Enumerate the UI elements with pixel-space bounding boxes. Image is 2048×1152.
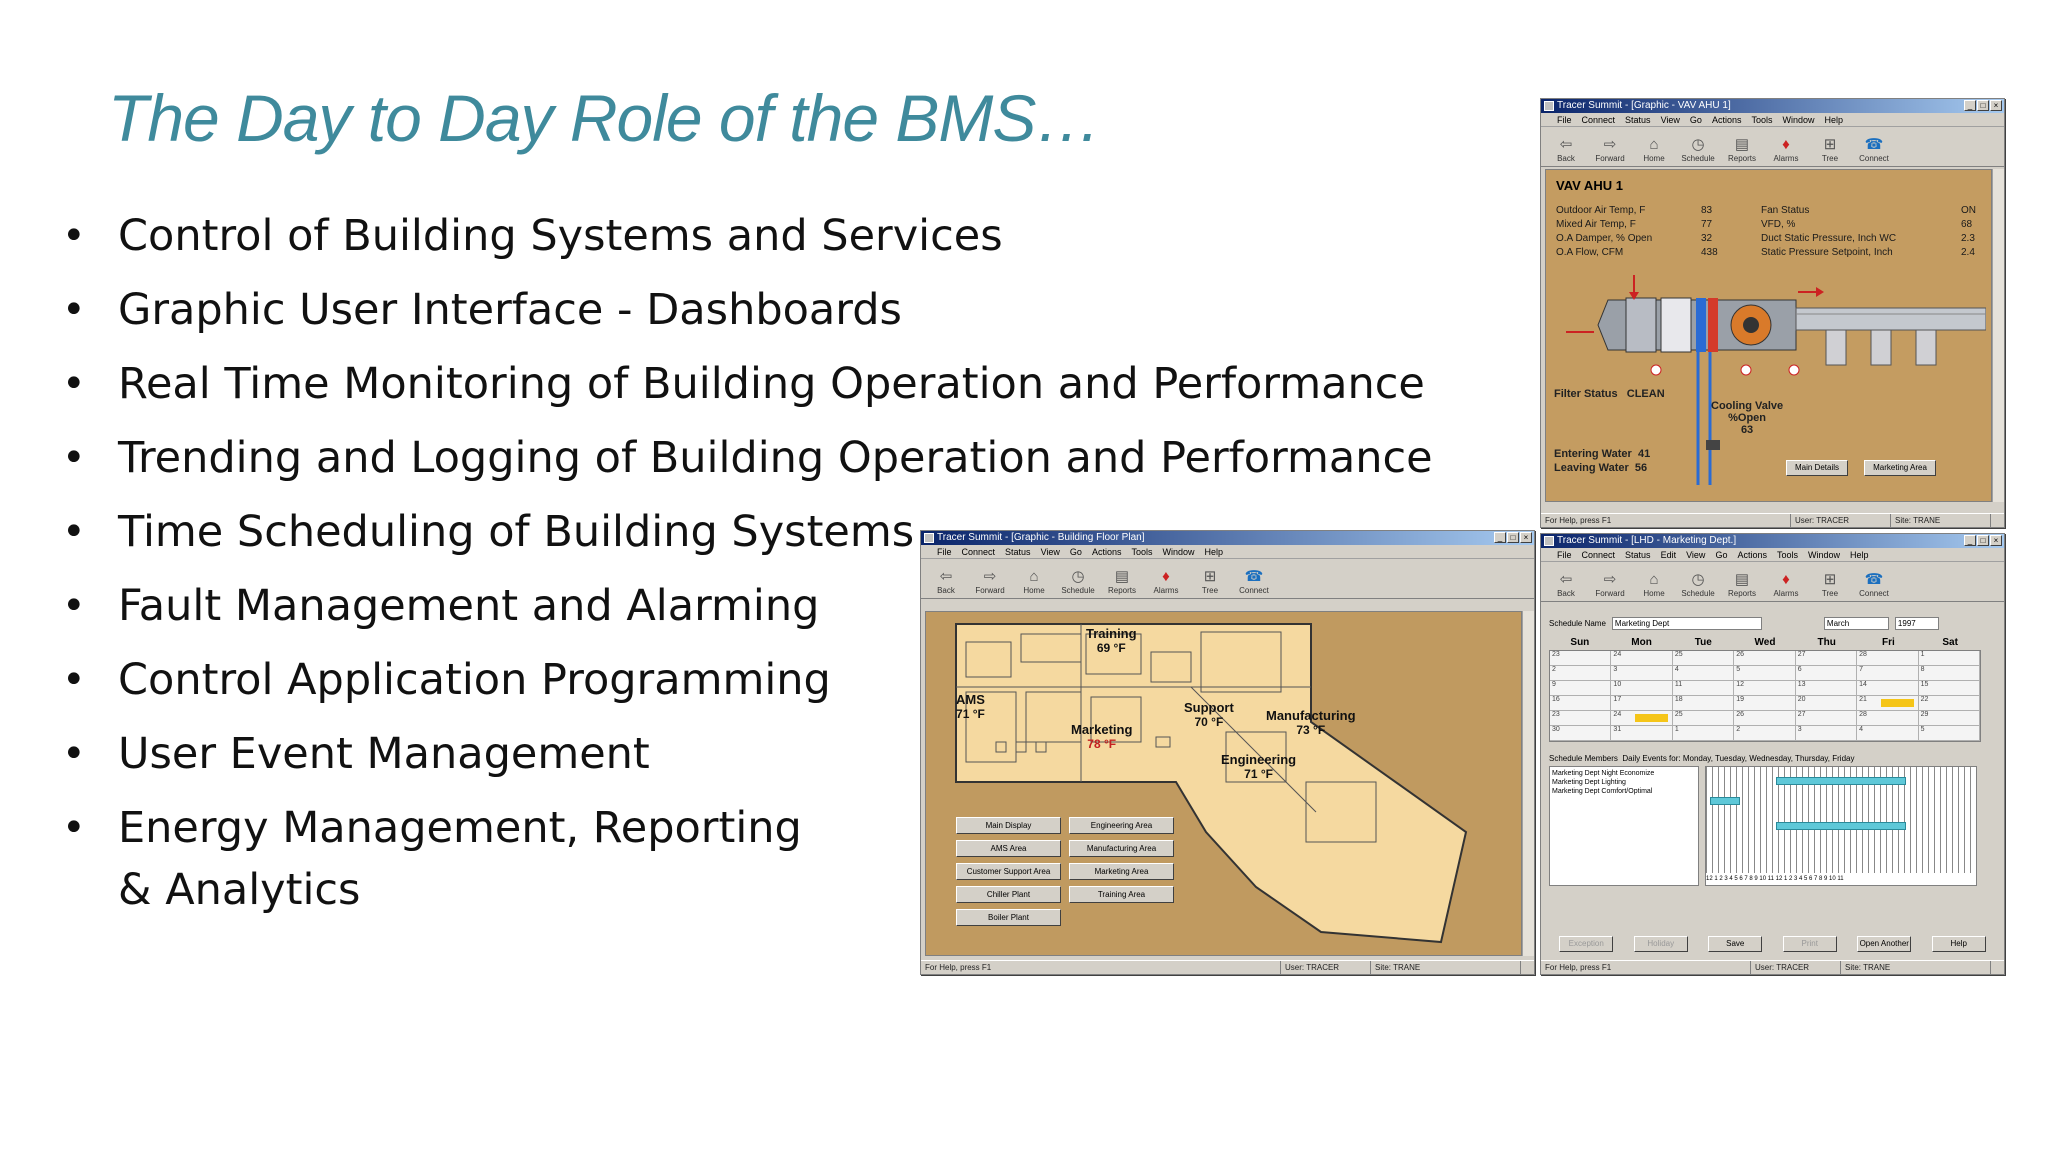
app-icon <box>1544 101 1554 111</box>
menu-item-actions[interactable]: Actions <box>1091 547 1122 557</box>
schedule-members-row: Schedule Members Daily Events for: Monday, Tuesday, Wednesday, Thursday, Friday <box>1549 754 1855 763</box>
calendar-day-cell[interactable]: 28 <box>1857 711 1918 726</box>
alarm-icon: ♦ <box>1782 136 1790 153</box>
floor-plan-canvas <box>925 611 1522 956</box>
calendar-day-cell[interactable]: 29 <box>1919 711 1980 726</box>
calendar-day-cell[interactable]: 10 <box>1611 681 1672 696</box>
list-item[interactable]: Marketing Dept Night Economize <box>1552 770 1655 777</box>
chiller-plant-button[interactable]: Chiller Plant <box>956 886 1061 903</box>
connect-icon: ☎ <box>1244 568 1264 585</box>
window-title: Tracer Summit - [LHD - Marketing Dept.] <box>1557 535 1737 546</box>
connect-button[interactable]: ☎ Connect <box>1859 136 1889 163</box>
menu-item-view[interactable]: View <box>1040 547 1060 557</box>
day-header: Sun <box>1570 637 1590 648</box>
area-label-ams: AMS 71 °F <box>956 692 985 721</box>
area-label-manufacturing: Manufacturing 73 °F <box>1266 708 1356 737</box>
menu-item-help[interactable]: Help <box>1204 547 1223 557</box>
maximize-button[interactable]: □ <box>1507 532 1519 543</box>
floor-toolbar <box>921 559 1534 599</box>
customer-support-area-button[interactable]: Customer Support Area <box>956 863 1061 880</box>
calendar-day-cell[interactable]: 1 <box>1919 651 1980 666</box>
alarms-button[interactable]: ♦ Alarms <box>1773 136 1799 163</box>
menu-item-tools[interactable]: Tools <box>1751 115 1773 125</box>
status-bar: For Help, press F1 User: TRACER Site: TRANE <box>1541 513 2004 527</box>
print-button[interactable]: Print <box>1783 936 1837 952</box>
schedule-window[interactable] <box>1540 533 2005 975</box>
calendar-day-cell[interactable]: 19 <box>1734 696 1795 711</box>
main-display-button[interactable]: Main Display <box>956 817 1061 834</box>
schedule-button[interactable]: ◷ Schedule <box>1681 571 1715 598</box>
day-header: Mon <box>1631 637 1652 648</box>
calendar-day-cell[interactable]: 21 <box>1857 696 1918 711</box>
alarms-button[interactable]: ♦ Alarms <box>1773 571 1799 598</box>
calendar-day-cell[interactable]: 4 <box>1673 666 1734 681</box>
filter-status-label: Filter Status CLEAN <box>1554 388 1665 400</box>
menu-item-status[interactable]: Status <box>1625 550 1651 560</box>
menu-item-view[interactable]: View <box>1686 550 1706 560</box>
floor-plan-window[interactable] <box>920 530 1535 975</box>
help-button[interactable]: Help <box>1932 936 1986 952</box>
event-bar[interactable] <box>1776 822 1906 830</box>
vertical-scrollbar[interactable] <box>1992 169 2004 502</box>
calendar-day-cell[interactable]: 24 <box>1611 651 1672 666</box>
close-button[interactable]: × <box>1990 100 2002 111</box>
calendar-day-cell[interactable]: 7 <box>1857 666 1918 681</box>
connect-icon: ☎ <box>1864 571 1884 588</box>
calendar-day-cell[interactable]: 12 <box>1734 681 1795 696</box>
area-label-engineering: Engineering 71 °F <box>1221 752 1297 781</box>
forward-button[interactable]: ⇨ Forward <box>975 568 1005 595</box>
calendar-day-cell[interactable]: 15 <box>1919 681 1980 696</box>
engineering-area-button[interactable]: Engineering Area <box>1069 817 1174 834</box>
schedule-menu-bar <box>1541 548 2004 562</box>
bullet-item: • Trending and Logging of Building Operation and Performance <box>62 433 1433 483</box>
menu-item-actions[interactable]: Actions <box>1737 550 1767 560</box>
connect-icon: ☎ <box>1864 136 1884 153</box>
close-button[interactable]: × <box>1990 535 2002 546</box>
close-button[interactable]: × <box>1520 532 1532 543</box>
status-bar: For Help, press F1 User: TRACER Site: TRANE <box>921 960 1534 974</box>
back-arrow-icon: ⇦ <box>1559 136 1573 153</box>
cooling-valve-label: Cooling Valve %Open 63 <box>1711 400 1784 436</box>
schedule-button[interactable]: ◷ Schedule <box>1681 136 1715 163</box>
menu-item-file[interactable]: File <box>937 547 952 557</box>
calendar-day-cell[interactable]: 13 <box>1796 681 1857 696</box>
bullet-item: • Time Scheduling of Building Systems <box>62 507 915 557</box>
schedule-name-label: Schedule Name <box>1549 618 1606 628</box>
marketing-area-button[interactable]: Marketing Area <box>1864 460 1936 476</box>
open-another-button[interactable]: Open Another <box>1857 936 1911 952</box>
calendar-day-cell[interactable]: 16 <box>1550 696 1611 711</box>
bullet-item: • Fault Management and Alarming <box>62 581 820 631</box>
tree-icon: ⊞ <box>1823 136 1837 153</box>
area-button-grid <box>956 817 1174 926</box>
forward-arrow-icon: ⇨ <box>1603 136 1617 153</box>
manufacturing-area-button[interactable]: Manufacturing Area <box>1069 840 1174 857</box>
ahu-toolbar <box>1541 127 2004 167</box>
back-arrow-icon: ⇦ <box>1559 571 1573 588</box>
alarm-icon: ♦ <box>1162 568 1170 585</box>
menu-item-window[interactable]: Window <box>1807 550 1840 560</box>
timeline-hour-ticks: 12 1 2 3 4 5 6 7 8 9 10 11 12 1 2 3 4 5 6 7 8 9 10 11 <box>1706 873 1976 885</box>
area-label-training: Training 69 °F <box>1086 626 1137 655</box>
menu-item-help[interactable]: Help <box>1824 115 1843 125</box>
menu-item-window[interactable]: Window <box>1162 547 1195 557</box>
entering-water-label: Entering Water 41 <box>1554 448 1651 460</box>
day-header: Tue <box>1694 637 1712 648</box>
menu-item-window[interactable]: Window <box>1782 115 1815 125</box>
calendar-day-cell[interactable]: 2 <box>1734 726 1795 741</box>
calendar-day-cell[interactable]: 1 <box>1673 726 1734 741</box>
menu-item-connect[interactable]: Connect <box>961 547 996 557</box>
reports-button[interactable]: ▤ Reports <box>1107 568 1136 595</box>
calendar-day-cell[interactable]: 9 <box>1550 681 1611 696</box>
tree-button[interactable]: ⊞ Tree <box>1821 571 1839 598</box>
clock-icon: ◷ <box>1691 136 1705 153</box>
floor-menu-bar <box>921 545 1534 559</box>
calendar-day-cell[interactable]: 3 <box>1796 726 1857 741</box>
minimize-button[interactable]: _ <box>1494 532 1506 543</box>
ams-area-button[interactable]: AMS Area <box>956 840 1061 857</box>
calendar-day-cell[interactable]: 8 <box>1919 666 1980 681</box>
holiday-button[interactable]: Holiday <box>1634 936 1688 952</box>
list-item[interactable]: Marketing Dept Comfort/Optimal <box>1552 788 1653 795</box>
calendar-day-cell[interactable]: 20 <box>1796 696 1857 711</box>
schedule-body <box>1545 614 2000 958</box>
calendar-day-cell[interactable]: 17 <box>1611 696 1672 711</box>
ahu-readings: Outdoor Air Temp, F 83 Fan Status ON Mixed Air Temp, F 77 VFD, % 68 O.A Damper, % Open 32 Duct Static Pressure, Inch WC 2.3 O.A Flow, CFM 438 Static Pressure Setpoint, Inch 2.4 <box>1556 205 1976 258</box>
daily-event-timeline[interactable] <box>1705 766 1977 886</box>
leaving-water-label: Leaving Water 56 <box>1554 462 1648 474</box>
calendar-day-cell[interactable]: 25 <box>1673 651 1734 666</box>
home-icon: ⌂ <box>1649 136 1659 153</box>
ahu-heading: VAV AHU 1 <box>1556 178 1623 193</box>
calendar-day-cell[interactable]: 18 <box>1673 696 1734 711</box>
calendar-day-cell[interactable]: 3 <box>1611 666 1672 681</box>
schedule-button-row <box>1549 936 1996 952</box>
list-item[interactable]: Marketing Dept Lighting <box>1552 779 1626 786</box>
minimize-button[interactable]: _ <box>1964 535 1976 546</box>
forward-arrow-icon: ⇨ <box>1603 571 1617 588</box>
calendar-day-cell[interactable]: 28 <box>1857 651 1918 666</box>
schedule-member-list[interactable] <box>1549 766 1699 886</box>
clock-icon: ◷ <box>1691 571 1705 588</box>
schedule-name-input[interactable]: Marketing Dept <box>1612 617 1762 630</box>
app-icon <box>1544 536 1554 546</box>
alarm-icon: ♦ <box>1782 571 1790 588</box>
calendar-day-cell[interactable]: 22 <box>1919 696 1980 711</box>
calendar-day-cell[interactable]: 26 <box>1734 711 1795 726</box>
bullet-item: • Real Time Monitoring of Building Operation and Performance <box>62 359 1425 409</box>
month-select[interactable]: March <box>1824 617 1889 630</box>
bullet-item: • User Event Management <box>62 729 650 779</box>
window-title: Tracer Summit - [Graphic - VAV AHU 1] <box>1557 100 1731 111</box>
calendar-grid <box>1549 650 1981 742</box>
home-button[interactable]: ⌂ Home <box>1023 568 1045 595</box>
menu-item-connect[interactable]: Connect <box>1581 115 1616 125</box>
connect-button[interactable]: ☎ Connect <box>1859 571 1889 598</box>
schedule-title-bar[interactable] <box>1541 534 2004 548</box>
menu-item-file[interactable]: File <box>1557 550 1572 560</box>
month-calendar <box>1549 636 1981 742</box>
tree-button[interactable]: ⊞ Tree <box>1821 136 1839 163</box>
clock-icon: ◷ <box>1071 568 1085 585</box>
alarms-button[interactable]: ♦ Alarms <box>1153 568 1179 595</box>
ahu-graphic-window[interactable] <box>1540 98 2005 528</box>
ahu-menu-bar <box>1541 113 2004 127</box>
menu-item-tools[interactable]: Tools <box>1776 550 1798 560</box>
calendar-day-cell[interactable]: 26 <box>1734 651 1795 666</box>
menu-item-status[interactable]: Status <box>1625 115 1651 125</box>
back-button[interactable]: ⇦ Back <box>1557 136 1575 163</box>
year-select[interactable]: 1997 <box>1895 617 1939 630</box>
bullet-item: • Energy Management, Reporting & Analytics <box>62 803 802 915</box>
bullet-item: • Control Application Programming <box>62 655 831 705</box>
menu-item-status[interactable]: Status <box>1005 547 1031 557</box>
calendar-day-cell[interactable]: 27 <box>1796 651 1857 666</box>
vertical-scrollbar[interactable] <box>1522 611 1534 956</box>
home-button[interactable]: ⌂ Home <box>1643 571 1665 598</box>
ahu-title-bar[interactable] <box>1541 99 2004 113</box>
calendar-day-cell[interactable]: 24 <box>1611 711 1672 726</box>
menu-item-actions[interactable]: Actions <box>1711 115 1742 125</box>
home-button[interactable]: ⌂ Home <box>1643 136 1665 163</box>
home-icon: ⌂ <box>1649 571 1659 588</box>
marketing-area-button[interactable]: Marketing Area <box>1069 863 1174 880</box>
tree-button[interactable]: ⊞ Tree <box>1201 568 1219 595</box>
status-bar: For Help, press F1 User: TRACER Site: TRANE <box>1541 960 2004 974</box>
day-header: Fri <box>1882 637 1895 648</box>
forward-button[interactable]: ⇨ Forward <box>1595 136 1625 163</box>
event-bar[interactable] <box>1710 797 1740 805</box>
forward-arrow-icon: ⇨ <box>983 568 997 585</box>
report-icon: ▤ <box>1114 568 1130 585</box>
calendar-day-cell[interactable]: 5 <box>1734 666 1795 681</box>
calendar-day-cell[interactable]: 4 <box>1857 726 1918 741</box>
tree-icon: ⊞ <box>1203 568 1217 585</box>
report-icon: ▤ <box>1734 136 1750 153</box>
bullet-item: • Control of Building Systems and Services <box>62 211 1003 261</box>
back-arrow-icon: ⇦ <box>939 568 953 585</box>
calendar-day-cell[interactable]: 23 <box>1550 711 1611 726</box>
menu-item-file[interactable]: File <box>1557 115 1572 125</box>
menu-item-go[interactable]: Go <box>1715 550 1728 560</box>
maximize-button[interactable]: □ <box>1977 100 1989 111</box>
reports-button[interactable]: ▤ Reports <box>1727 136 1756 163</box>
bullet-item: • Graphic User Interface - Dashboards <box>62 285 902 335</box>
area-label-support: Support 70 °F <box>1184 700 1234 729</box>
calendar-day-cell[interactable]: 6 <box>1796 666 1857 681</box>
calendar-day-cell[interactable]: 30 <box>1550 726 1611 741</box>
forward-button[interactable]: ⇨ Forward <box>1595 571 1625 598</box>
back-button[interactable]: ⇦ Back <box>937 568 955 595</box>
menu-item-connect[interactable]: Connect <box>1581 550 1616 560</box>
reports-button[interactable]: ▤ Reports <box>1727 571 1756 598</box>
exception-button[interactable]: Exception <box>1559 936 1613 952</box>
tree-icon: ⊞ <box>1823 571 1837 588</box>
event-bar[interactable] <box>1776 777 1906 785</box>
calendar-day-cell[interactable]: 2 <box>1550 666 1611 681</box>
menu-item-go[interactable]: Go <box>1689 115 1702 125</box>
area-label-marketing: Marketing 78 °F <box>1071 722 1133 751</box>
schedule-toolbar <box>1541 562 2004 602</box>
menu-item-tools[interactable]: Tools <box>1131 547 1153 557</box>
app-icon <box>924 533 934 543</box>
calendar-day-cell[interactable]: 25 <box>1673 711 1734 726</box>
menu-item-go[interactable]: Go <box>1069 547 1082 557</box>
window-title: Tracer Summit - [Graphic - Building Floor Plan] <box>937 532 1145 543</box>
slide-title: The Day to Day Role of the BMS… <box>108 81 1101 155</box>
schedule-button[interactable]: ◷ Schedule <box>1061 568 1095 595</box>
calendar-day-cell[interactable]: 23 <box>1550 651 1611 666</box>
boiler-plant-button[interactable]: Boiler Plant <box>956 909 1061 926</box>
report-icon: ▤ <box>1734 571 1750 588</box>
calendar-day-cell[interactable]: 11 <box>1673 681 1734 696</box>
ahu-graphic-canvas <box>1545 169 1992 502</box>
menu-item-view[interactable]: View <box>1660 115 1680 125</box>
day-header: Thu <box>1817 637 1836 648</box>
training-area-button[interactable]: Training Area <box>1069 886 1174 903</box>
schedule-header-row <box>1545 614 2000 632</box>
minimize-button[interactable]: _ <box>1964 100 1976 111</box>
save-button[interactable]: Save <box>1708 936 1762 952</box>
maximize-button[interactable]: □ <box>1977 535 1989 546</box>
back-button[interactable]: ⇦ Back <box>1557 571 1575 598</box>
menu-item-help[interactable]: Help <box>1850 550 1869 560</box>
day-header: Sat <box>1942 637 1958 648</box>
calendar-day-cell[interactable]: 31 <box>1611 726 1672 741</box>
calendar-day-cell[interactable]: 5 <box>1919 726 1980 741</box>
floor-title-bar[interactable] <box>921 531 1534 545</box>
menu-item-edit[interactable]: Edit <box>1660 550 1677 560</box>
connect-button[interactable]: ☎ Connect <box>1239 568 1269 595</box>
day-header: Wed <box>1754 637 1776 648</box>
main-details-button[interactable]: Main Details <box>1786 460 1848 476</box>
calendar-day-cell[interactable]: 14 <box>1857 681 1918 696</box>
home-icon: ⌂ <box>1029 568 1039 585</box>
calendar-day-cell[interactable]: 27 <box>1796 711 1857 726</box>
